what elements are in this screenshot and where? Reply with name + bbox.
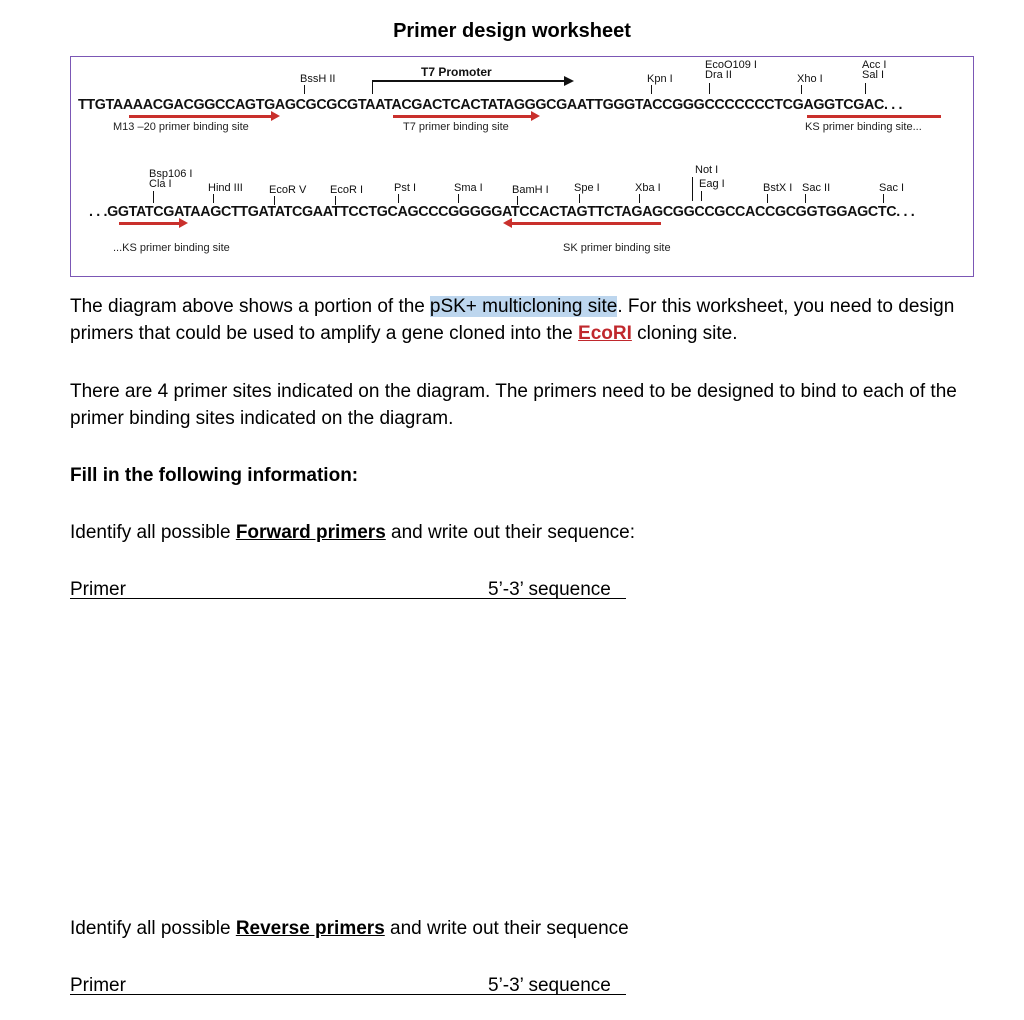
site-tick (692, 177, 693, 201)
site-eag: Eag I (699, 178, 725, 190)
reverse-primer-header: Primer (70, 975, 126, 996)
site-eco0109: EcoO109 I (705, 59, 757, 71)
site-pst: Pst I (394, 182, 417, 194)
site-tick (579, 194, 580, 203)
intro-text-c: cloning site. (637, 323, 738, 344)
site-bamh: BamH I (512, 184, 549, 196)
site-sac1: Sac I (879, 182, 905, 194)
ks-primer-bar-1 (807, 115, 941, 118)
sequence-row-1: TTGTAAAACGACGGCCAGTGAGCGCGCGTAATACGACTCACTATAGGGCGAATTGGGTACCGGGCCCCCCCTCGAGGTCGAC. . . (78, 97, 903, 113)
site-sac2: Sac II (802, 182, 831, 194)
sk-primer-bar (511, 222, 661, 225)
t7-arrow-head-icon (531, 111, 540, 121)
ks-primer-label-2: ...KS primer binding site (113, 242, 230, 254)
promoter-start-tick (372, 80, 373, 94)
site-kpn: Kpn I (647, 73, 673, 85)
site-hind: Hind III (208, 182, 243, 194)
site-dra: Dra II (705, 69, 732, 81)
reverse-text-b: and write out their sequence (390, 918, 629, 939)
site-not: Not I (695, 164, 719, 176)
highlighted-term: pSK+ multicloning site (429, 296, 618, 317)
ks-primer-label-1: KS primer binding site... (805, 121, 922, 133)
site-tick (398, 194, 399, 203)
site-tick (767, 194, 768, 203)
site-bstx: BstX I (763, 182, 793, 194)
promoter-arrow-head-icon (564, 76, 574, 86)
forward-text-b: and write out their sequence: (391, 522, 636, 543)
forward-seq-header: 5’-3’ sequence (488, 579, 611, 600)
sequence-row-2: . . .GGTATCGATAAGCTTGATATCGAATTCCTGCAGCCCGGGGGATCCACTAGTTCTAGAGCGGCCGCCACCGCGGTGGAGCTC. . . (89, 204, 915, 220)
forward-primer-header: Primer (70, 579, 126, 600)
m13-arrow-head-icon (271, 111, 280, 121)
intro-paragraph (70, 293, 980, 347)
reverse-key: Reverse primers (235, 918, 385, 939)
intro-text-a: The diagram above shows a portion of the (70, 296, 425, 317)
site-tick (458, 194, 459, 203)
promoter-arrow (372, 80, 566, 82)
m13-primer-bar (129, 115, 273, 118)
site-sal: Sal I (862, 69, 885, 81)
intro-text-b: . For this worksheet, you need to design primers that could be used to amplify a gene cloned into the (70, 296, 955, 344)
site-tick (651, 85, 652, 94)
site-tick (213, 194, 214, 203)
page-title: Primer design worksheet (393, 20, 631, 42)
reverse-seq-header: 5’-3’ sequence (488, 975, 611, 996)
site-cla: Cla I (149, 178, 172, 190)
site-tick (153, 191, 154, 203)
ks-arrow-head-icon (179, 218, 188, 228)
fill-heading: Fill in the following information: (70, 465, 359, 486)
site-bssh: BssH II (300, 73, 336, 85)
forward-instruction (70, 519, 635, 546)
site-ecori: EcoR I (330, 184, 364, 196)
site-acc: Acc I (862, 59, 887, 71)
ecori-term: EcoRI (578, 323, 632, 344)
t7-primer-label: T7 primer binding site (403, 121, 509, 133)
multicloning-site-diagram (70, 56, 974, 277)
ks-primer-bar-2 (119, 222, 181, 225)
site-spe: Spe I (574, 182, 600, 194)
site-tick (805, 194, 806, 203)
forward-key: Forward primers (235, 522, 386, 543)
site-tick (709, 83, 710, 94)
site-xho: Xho I (797, 73, 823, 85)
t7-primer-bar (393, 115, 533, 118)
site-tick (304, 85, 305, 94)
reverse-instruction (70, 915, 629, 942)
sk-primer-label: SK primer binding site (563, 242, 671, 254)
site-tick (639, 194, 640, 203)
reverse-text-a: Identify all possible (70, 918, 231, 939)
site-tick (801, 85, 802, 94)
promoter-label: T7 Promoter (421, 65, 492, 79)
site-bsp106: Bsp106 I (149, 168, 193, 180)
site-ecorv: EcoR V (269, 184, 307, 196)
site-tick (701, 191, 702, 201)
forward-text-a: Identify all possible (70, 522, 231, 543)
site-sma: Sma I (454, 182, 483, 194)
primer-sites-paragraph: There are 4 primer sites indicated on the diagram. The primers need to be designed to bind to each of the primer binding sites indicated on the diagram. (70, 381, 957, 429)
m13-primer-label: M13 –20 primer binding site (113, 121, 249, 133)
site-tick (883, 194, 884, 203)
site-tick (865, 83, 866, 94)
site-xba: Xba I (635, 182, 661, 194)
